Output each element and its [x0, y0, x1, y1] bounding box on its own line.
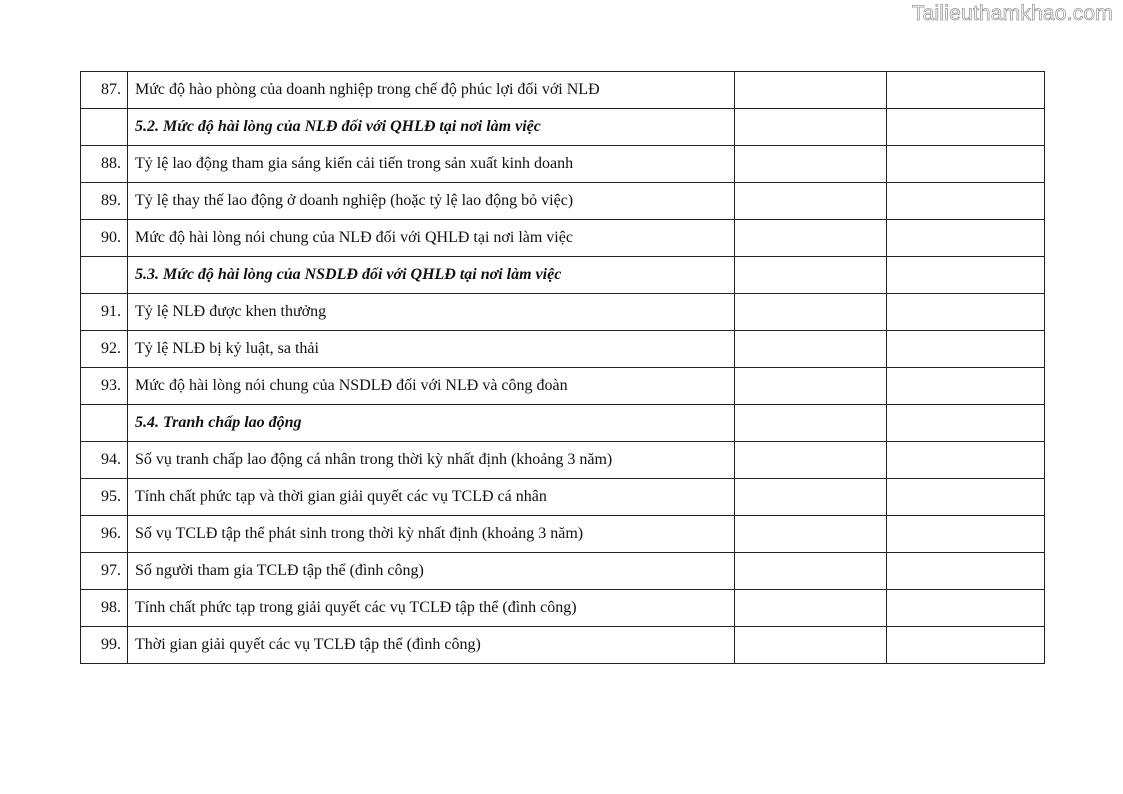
- row-number: 97.: [81, 553, 128, 590]
- indicator-text: Số vụ TCLĐ tập thể phát sinh trong thời kỳ nhất định (khoảng 3 năm): [128, 516, 735, 553]
- indicator-text: Số vụ tranh chấp lao động cá nhân trong thời kỳ nhất định (khoảng 3 năm): [128, 442, 735, 479]
- indicator-text: Tỷ lệ lao động tham gia sáng kiến cải tiến trong sản xuất kinh doanh: [128, 146, 735, 183]
- table-row: [81, 294, 1045, 331]
- indicator-table: [80, 71, 1045, 664]
- section-row: [81, 405, 1045, 442]
- empty-cell: [887, 516, 1045, 553]
- indicator-text: Mức độ hài lòng nói chung của NLĐ đối với QHLĐ tại nơi làm việc: [128, 220, 735, 257]
- empty-cell: [735, 220, 887, 257]
- table-row: [81, 220, 1045, 257]
- row-number: 90.: [81, 220, 128, 257]
- indicator-text: Tỷ lệ NLĐ bị kỷ luật, sa thải: [128, 331, 735, 368]
- row-number: 98.: [81, 590, 128, 627]
- empty-cell: [735, 405, 887, 442]
- row-number: 96.: [81, 516, 128, 553]
- empty-cell: [887, 257, 1045, 294]
- row-number: 94.: [81, 442, 128, 479]
- empty-cell: [887, 405, 1045, 442]
- section-heading: 5.2. Mức độ hài lòng của NLĐ đối với QHLĐ tại nơi làm việc: [128, 109, 735, 146]
- row-number: [81, 109, 128, 146]
- empty-cell: [887, 109, 1045, 146]
- indicator-text: Tính chất phức tạp trong giải quyết các vụ TCLĐ tập thể (đình công): [128, 590, 735, 627]
- indicator-text: Tỷ lệ NLĐ được khen thưởng: [128, 294, 735, 331]
- row-number: 95.: [81, 479, 128, 516]
- row-number: [81, 405, 128, 442]
- row-number: 89.: [81, 183, 128, 220]
- indicator-text: Thời gian giải quyết các vụ TCLĐ tập thể (đình công): [128, 627, 735, 664]
- section-heading: 5.3. Mức độ hài lòng của NSDLĐ đối với QHLĐ tại nơi làm việc: [128, 257, 735, 294]
- empty-cell: [735, 183, 887, 220]
- indicator-text: Tỷ lệ thay thế lao động ở doanh nghiệp (hoặc tỷ lệ lao động bỏ việc): [128, 183, 735, 220]
- row-number: 99.: [81, 627, 128, 664]
- row-number: 91.: [81, 294, 128, 331]
- section-row: [81, 257, 1045, 294]
- empty-cell: [887, 72, 1045, 109]
- empty-cell: [887, 331, 1045, 368]
- empty-cell: [735, 627, 887, 664]
- empty-cell: [887, 553, 1045, 590]
- empty-cell: [735, 368, 887, 405]
- row-number: [81, 257, 128, 294]
- empty-cell: [887, 479, 1045, 516]
- empty-cell: [887, 183, 1045, 220]
- table-row: [81, 368, 1045, 405]
- table-row: [81, 516, 1045, 553]
- empty-cell: [887, 294, 1045, 331]
- empty-cell: [735, 109, 887, 146]
- section-heading: 5.4. Tranh chấp lao động: [128, 405, 735, 442]
- table-body: [81, 72, 1045, 664]
- row-number: 88.: [81, 146, 128, 183]
- table-row: [81, 553, 1045, 590]
- empty-cell: [735, 72, 887, 109]
- indicator-text: Số người tham gia TCLĐ tập thể (đình công): [128, 553, 735, 590]
- indicator-text: Mức độ hài lòng nói chung của NSDLĐ đối với NLĐ và công đoàn: [128, 368, 735, 405]
- indicator-text: Mức độ hào phòng của doanh nghiệp trong chế độ phúc lợi đối với NLĐ: [128, 72, 735, 109]
- table-row: [81, 479, 1045, 516]
- table-row: [81, 442, 1045, 479]
- empty-cell: [735, 294, 887, 331]
- empty-cell: [887, 627, 1045, 664]
- table-row: [81, 183, 1045, 220]
- empty-cell: [887, 368, 1045, 405]
- empty-cell: [735, 442, 887, 479]
- row-number: 92.: [81, 331, 128, 368]
- section-row: [81, 109, 1045, 146]
- indicator-text: Tính chất phức tạp và thời gian giải quyết các vụ TCLĐ cá nhân: [128, 479, 735, 516]
- empty-cell: [887, 590, 1045, 627]
- table-row: [81, 590, 1045, 627]
- empty-cell: [887, 146, 1045, 183]
- empty-cell: [735, 516, 887, 553]
- empty-cell: [887, 220, 1045, 257]
- empty-cell: [735, 146, 887, 183]
- empty-cell: [735, 590, 887, 627]
- empty-cell: [735, 331, 887, 368]
- empty-cell: [735, 479, 887, 516]
- empty-cell: [735, 257, 887, 294]
- empty-cell: [887, 442, 1045, 479]
- table-row: [81, 627, 1045, 664]
- watermark-text: Tailieuthamkhao.com: [911, 2, 1113, 25]
- empty-cell: [735, 553, 887, 590]
- table-row: [81, 331, 1045, 368]
- row-number: 87.: [81, 72, 128, 109]
- row-number: 93.: [81, 368, 128, 405]
- table-row: [81, 72, 1045, 109]
- table-row: [81, 146, 1045, 183]
